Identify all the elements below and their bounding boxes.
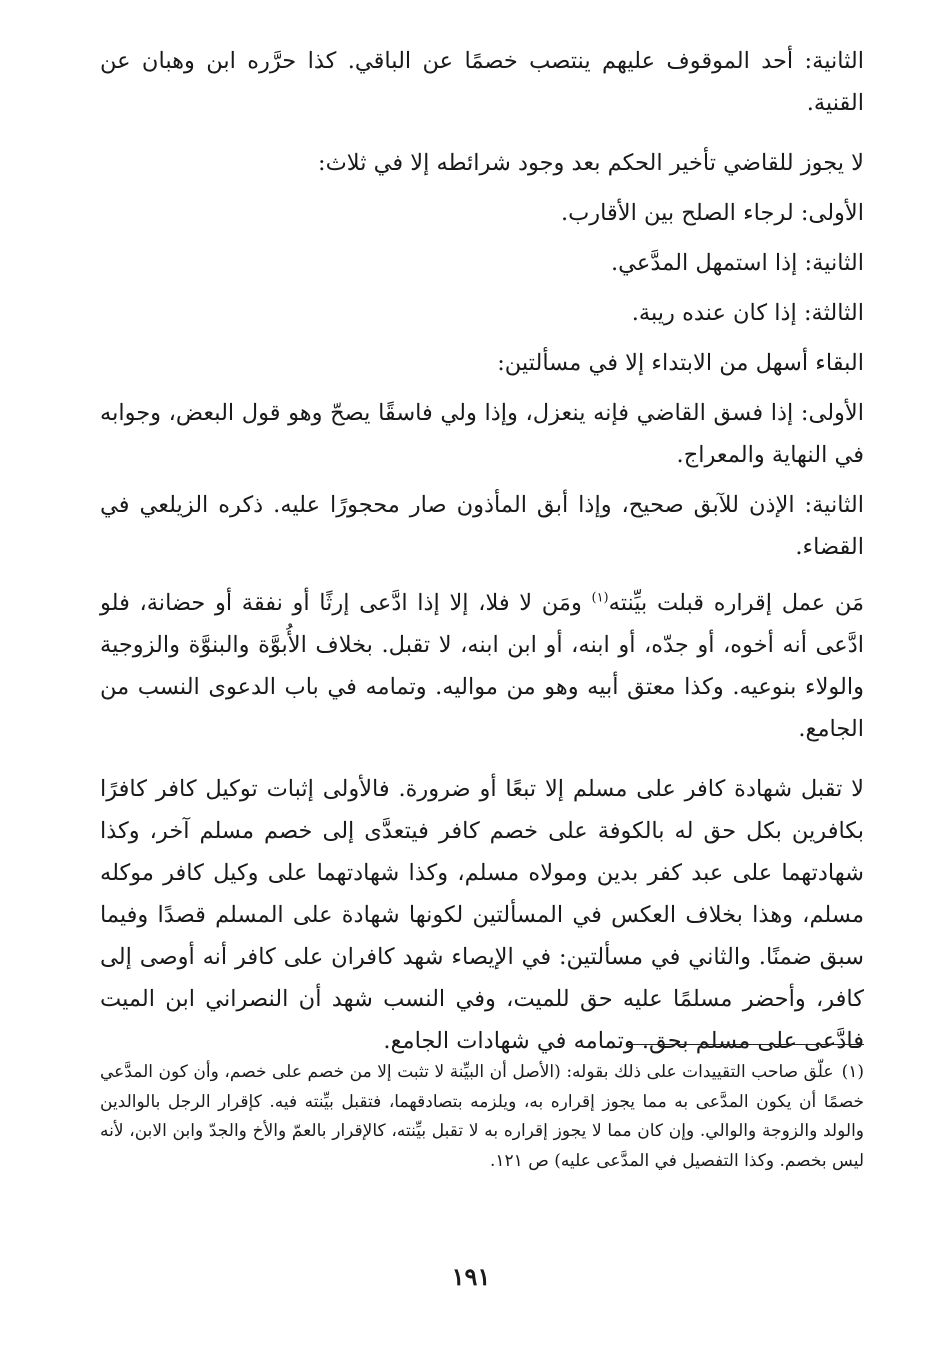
footnote-marker: (١): [841, 1062, 864, 1082]
paragraph-confession-start: مَن عمل إقراره قبلت بيِّنته: [608, 590, 865, 616]
footnote-divider: [626, 1044, 864, 1045]
paragraph-non-muslim-testimony: لا تقبل شهادة كافر على مسلم إلا تبعًا أو ضرورة. فالأولى إثبات توكيل كافر كافرًا بكافرين بكل حق له بالكوفة على خصم كافر فيتعدَّى إلى خصم مسلم آخر، وكذا شهادتهما على عبد كفر بدين ومولاه مسلم، وكذا شهادتهما على وكيل كافر موكله مسلم، وهذا بخلاف العكس في المسألتين لكونها شهادة على المسلم قصدًا وفيما سبق ضمنًا. والثاني في مسألتين: في الإيصاء شهد كافران على كافر أنه أوصى إلى كافر، وأحضر مسلمًا عليه حق للميت، وفي النسب شهد أن النصراني ابن الميت فادَّعى على مسلم بحق. وتمامه في شهادات الجامع.: [100, 776, 864, 1054]
paragraph-first-judge-corrupt: الأولى: إذا فسق القاضي فإنه ينعزل، وإذا ولي فاسقًا يصحّ وهو قول البعض، وجوابه في النهاية والمعراج.: [100, 400, 864, 468]
paragraph-confession-rest: ومَن لا فلا، إلا إذا ادَّعى إرثًا أو نفقة أو حضانة، فلو ادَّعى أنه أخوه، أو جدّه، أو ابنه، أو ابن ابنه، لا تقبل. بخلاف الأُبوَّة والبنوَّة والزوجية والولاء بنوعيه. وكذا معتق أبيه وهو من مواليه. وتمامه في باب الدعوى النسب من الجامع.: [100, 590, 864, 742]
footnote-text: علّق صاحب التقييدات على ذلك بقوله: (الأصل أن البيِّنة لا تثبت إلا من خصم على خصم، وأن كون المدَّعي خصمًا أن يكون المدَّعى به مما يجوز إقراره به، ويلزمه بتصادقهما، فتقبل بيِّنته فيه. كإقرار الرجل بالوالدين والولد والزوجة والوالي. وإن كان مما لا يجوز إقراره به لا تقبل بيِّنته، كالإقرار بالعمّ والأخ والجدّ وابن الابن، لأنه ليس بخصم. وكذا التفصيل في المدَّعى عليه) ص ١٢١.: [100, 1062, 864, 1171]
paragraph-first-reconciliation: الأولى: لرجاء الصلح بين الأقارب.: [560, 200, 864, 226]
paragraph-third-doubt: الثالثة: إذا كان عنده ريبة.: [631, 300, 864, 326]
page-number: ١٩١: [451, 1262, 491, 1291]
footnote-reference: (١): [591, 590, 609, 606]
footnote-1: [100, 1058, 864, 1176]
paragraph-continuation-easier: البقاء أسهل من الابتداء إلا في مسألتين:: [497, 350, 864, 376]
footnotes: [100, 1058, 864, 1176]
main-text: [100, 40, 864, 1062]
paragraph-delay-judgment: لا يجوز للقاضي تأخير الحكم بعد وجود شرائطه إلا في ثلاث:: [318, 150, 864, 176]
paragraph-second-respite: الثانية: إذا استمهل المدَّعي.: [611, 250, 864, 276]
paragraph-endowment: الثانية: أحد الموقوف عليهم ينتصب خصمًا عن الباقي. كذا حرَّره ابن وهبان عن القنية.: [100, 48, 864, 116]
paragraph-confession-evidence: [100, 582, 864, 750]
paragraph-second-runaway-slave: الثانية: الإذن للآبق صحيح، وإذا أبق المأذون صار محجورًا عليه. ذكره الزيلعي في القضاء.: [100, 492, 864, 560]
